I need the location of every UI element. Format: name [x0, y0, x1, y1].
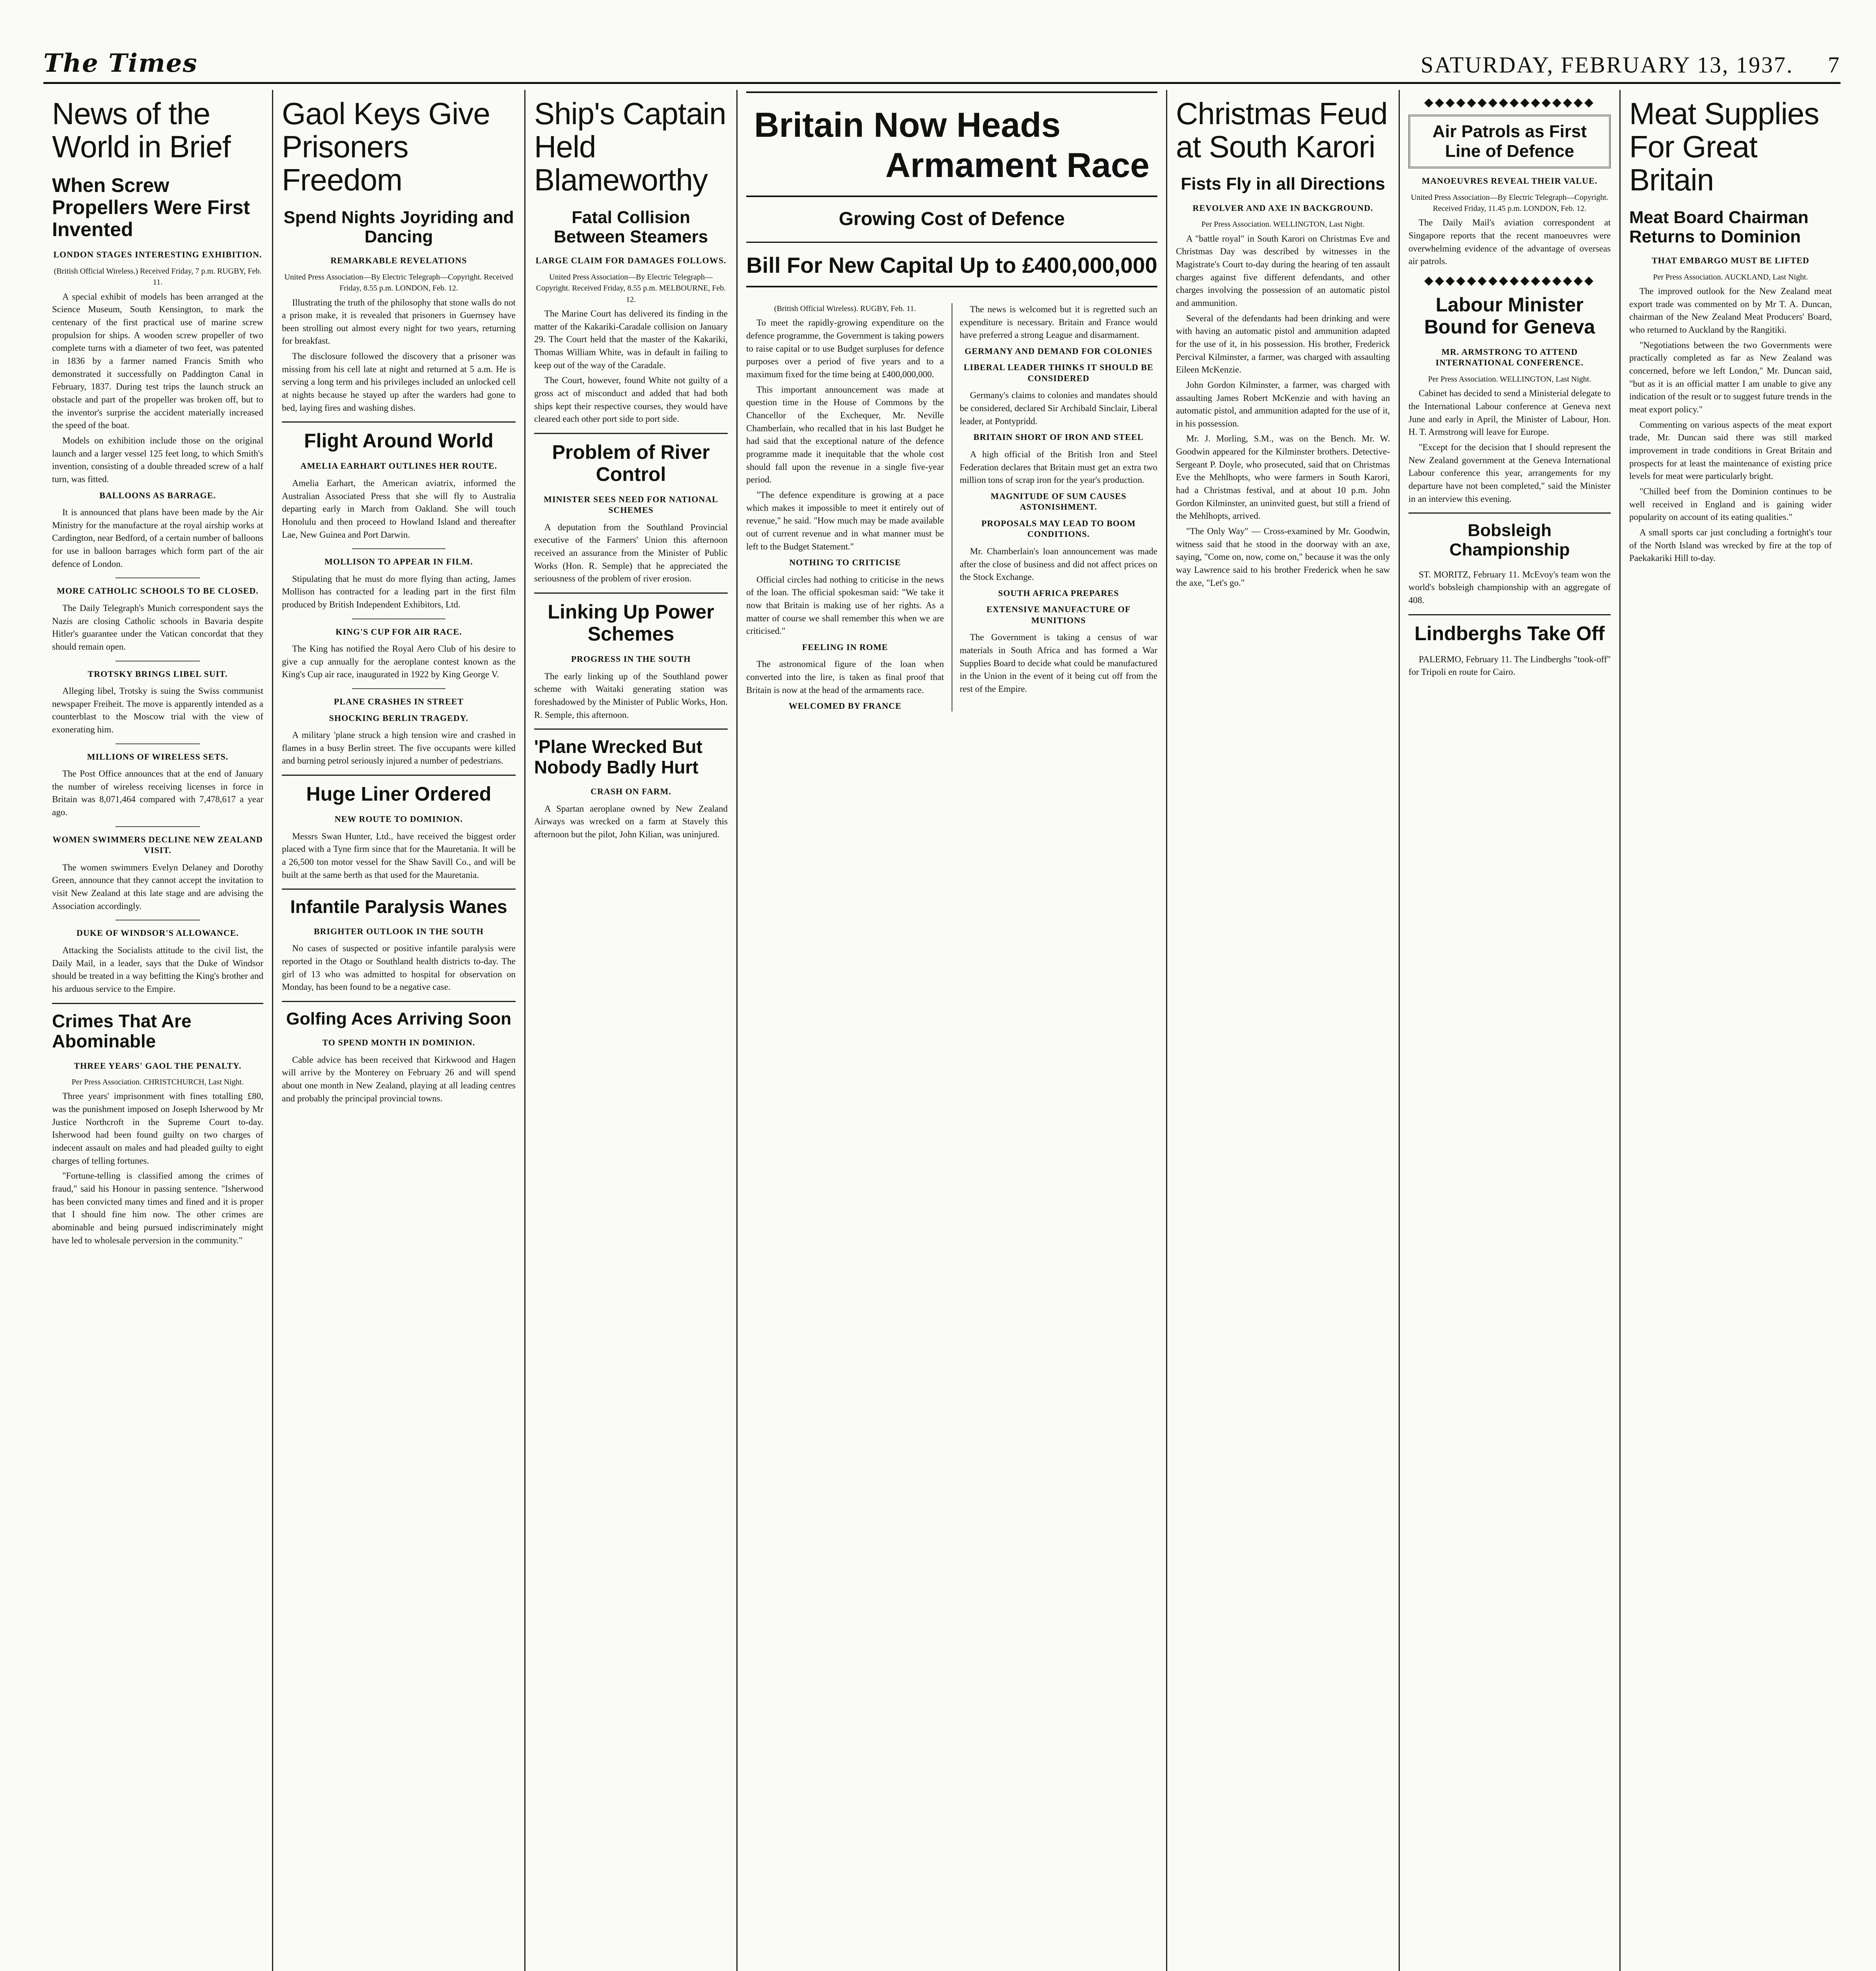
lead-munitions-body: The Government is taking a census of war materials in South Africa and has formed a War Supplies Board to decide what could be manufactured in the Union in the event of it being cut off from the rest of the Empire.	[959, 632, 1157, 694]
golf-sub: TO SPEND MONTH IN DOMINION.	[322, 1038, 475, 1048]
labour-filler: "Except for the decision that I should represent the New Zealand government at the Geneva International Labour conference this year, arrangements for my departure have not been completed," said the Minister in an interview this evening.	[1408, 442, 1611, 504]
col2-meta: United Press Association—By Electric Telegraph—Copyright. Received Friday, 8.55 p.m. LONDON, Feb. 12.	[284, 272, 513, 293]
col1-swimmers-body: The women swimmers Evelyn Delaney and Dorothy Green, announce that they cannot accept the invitation to visit New Zealand at this late stage and are advising the Association accordingly.	[52, 862, 263, 911]
lead-h-south-africa: SOUTH AFRICA PREPARES	[998, 588, 1119, 598]
power-heading: Linking Up Power Schemes	[548, 601, 714, 645]
crimes-heading: Crimes That Are Abominable	[52, 1010, 192, 1052]
lead-subheadline: Growing Cost of Defence	[746, 208, 1157, 243]
headline-line-2: Armament Race	[885, 145, 1149, 184]
lead-h-proposals: PROPOSALS MAY LEAD TO BOOM CONDITIONS.	[981, 518, 1136, 539]
col5-filler-2: John Gordon Kilminster, a farmer, was charged with assaulting James Robert McKenzie and with having an automatic pistol, and ammunition adapted for the use of it, in his possession.	[1176, 380, 1390, 428]
column-6	[1400, 90, 1621, 1971]
col2-filler: The disclosure followed the discovery that a prisoner was missing from his cell late at night and returned at 5 a.m. He is serving a long term and his privileges included an unlocked cell at nights because he stayed up after the warders had gone to bed, laying fires and washing dishes.	[282, 351, 516, 413]
divider	[52, 1003, 263, 1004]
col7-filler-2: Commenting on various aspects of the meat export trade, Mr. Duncan said there was still marked improvement in trade conditions in Great Britain and prospects for at least the maintenance of existing price levels for meat were particularly bright.	[1629, 419, 1832, 481]
divider	[534, 433, 728, 434]
col2-body: Illustrating the truth of the philosophy that stone walls do not a prison make, it is revealed that prisoners in Guernsey have been strolling out almost every night for two years, returning for breakfast.	[282, 297, 516, 346]
col2-h-mollison: MOLLISON TO APPEAR IN FILM.	[324, 557, 473, 567]
column-5	[1167, 90, 1400, 1971]
col3-sub-heading: Fatal Collision Between Steamers	[553, 207, 708, 246]
col2-h-plane: PLANE CRASHES IN STREET	[333, 697, 464, 707]
decorative-border: ◆◆◆◆◆◆◆◆◆◆◆◆◆◆◆◆	[1424, 96, 1595, 109]
lead-germany-body: Germany's claims to colonies and mandates should be considered, declared Sir Archibald Sinclair, Liberal leader, at Pontypridd.	[959, 390, 1157, 426]
liner-heading: Huge Liner Ordered	[306, 783, 492, 805]
paper-title: The Times	[43, 48, 198, 78]
col1-schools-body: The Daily Telegraph's Munich correspondent says the Nazis are closing Catholic schools in Bavaria despite Hitler's guarantee under the Vatican concordat that they should remain open.	[52, 603, 263, 652]
wreck-heading: 'Plane Wrecked But Nobody Badly Hurt	[534, 736, 702, 777]
dateline	[1393, 52, 1841, 78]
flight-heading: Flight Around World	[304, 430, 494, 452]
col1-h-schools: MORE CATHOLIC SCHOOLS TO BE CLOSED.	[57, 586, 259, 596]
bobsleigh-body: ST. MORITZ, February 11. McEvoy's team won the world's bobsleigh championship with an aggregate of 408.	[1408, 569, 1611, 605]
wreck-sub: CRASH ON FARM.	[591, 786, 671, 797]
power-sub: PROGRESS IN THE SOUTH	[571, 654, 691, 664]
divider	[282, 421, 516, 423]
lead-body: To meet the rapidly-growing expenditure on the defence programme, the Government is taking powers to raise capital or to use Budget surpluses for defence purposes over a period of five years and to a maximum fixed for the time being at £400,000,000.	[746, 318, 944, 380]
col5-meta: Per Press Association. WELLINGTON, Last Night.	[1201, 220, 1365, 229]
col1-h-wireless: MILLIONS OF WIRELESS SETS.	[87, 751, 229, 762]
lead-deck: Bill For New Capital Up to £400,000,000	[746, 252, 1157, 287]
lead-h-liberal: LIBERAL LEADER THINKS IT SHOULD BE CONSIDERED	[963, 362, 1153, 383]
col7-filler-1: "Negotiations between the two Governments were practically completed as far as New Zealand was concerned, before we left London," Mr. Duncan said, "but as it is an official matter I am unable to give any indication of the result or to suggest future trends in the meat export policy."	[1629, 340, 1832, 415]
river-sub: MINISTER SEES NEED FOR NATIONAL SCHEMES	[544, 494, 718, 515]
col7-heading: Meat Supplies For Great Britain	[1629, 96, 1819, 197]
col1-h-swimmers: WOMEN SWIMMERS DECLINE NEW ZEALAND VISIT.	[52, 834, 263, 855]
lead-filler-2: "The defence expenditure is growing at a pace which makes it impossible to meet it entirely out of revenue," he said. "How much may be made available out of current revenue and in what manner must be left to the Budget Statement."	[746, 490, 944, 551]
lead-h-magnitude: MAGNITUDE OF SUM CAUSES ASTONISHMENT.	[991, 491, 1127, 512]
col1-h-trotsky: TROTSKY BRINGS LIBEL SUIT.	[88, 669, 228, 679]
liner-body: Messrs Swan Hunter, Ltd., have received the biggest order placed with a Tyne firm since that for the Mauretania. It will be a 26,500 ton motor vessel for the Shaw Savill Co., and will be built at the same berth as that used for the Mauretania.	[282, 831, 516, 880]
col1-wireless-body: The Post Office announces that at the end of January the number of wireless receiving licenses in force in Britain was 8,071,464 compared with 7,478,617 a year ago.	[52, 769, 263, 818]
lead-france-body: The news is welcomed but it is regretted such an expenditure is necessary. Britain and France would have preferred a strong League and disarmament.	[959, 304, 1157, 340]
column-4	[738, 90, 1167, 1971]
lead-h-iron: BRITAIN SHORT OF IRON AND STEEL	[973, 432, 1144, 442]
mollison-body: Stipulating that he must do more flying than acting, James Mollison has contracted for a leading part in the first film produced by British Independent Exhibitors, Ltd.	[282, 574, 516, 610]
col3-meta: United Press Association—By Electric Telegraph—Copyright. Received Friday, 8.55 p.m. MELBOURNE, Feb. 12.	[536, 272, 726, 304]
headline-line-1: Britain Now Heads	[754, 105, 1061, 144]
divider	[1408, 512, 1611, 514]
liner-sub: NEW ROUTE TO DOMINION.	[334, 814, 463, 824]
col1-heading: News of the World in Brief	[52, 96, 231, 164]
col3-body: The Marine Court has delivered its finding in the matter of the Kakariki-Caradale collision on January 29. The Court held that the master of the Kakariki, Thomas William White, was in default in failing to keep out of the way of the Caradale.	[534, 308, 728, 370]
air-patrols-meta: United Press Association—By Electric Telegraph—Copyright. Received Friday, 11.45 p.m. LONDON, Feb. 12.	[1411, 193, 1608, 213]
col1-trotsky-body: Alleging libel, Trotsky is suing the Swiss communist newspaper Freiheit. The move is apparently intended as a counterblast to the Moscow trial with the view of exonerating him.	[52, 686, 263, 734]
divider	[282, 1001, 516, 1002]
divider	[352, 548, 445, 549]
lead-proposals-body: Mr. Chamberlain's loan announcement was made after the close of business and did not affect prices on the Stock Exchange.	[959, 546, 1157, 582]
col2-h-shocking: SHOCKING BERLIN TRAGEDY.	[329, 713, 469, 723]
divider	[282, 889, 516, 890]
river-heading: Problem of River Control	[552, 441, 710, 485]
col5-body: A "battle royal" in South Karori on Christmas Eve and Christmas Day was described by witnesses in the Magistrate's Court to-day during the hearing of ten assault charges against five different defendants, and other charges involving the possession of an automatic pistol and ammunition.	[1176, 233, 1390, 308]
labour-heading: Labour Minister Bound for Geneva	[1424, 293, 1595, 338]
lead-h-criticise: NOTHING TO CRITICISE	[789, 557, 901, 568]
col7-meta: Per Press Association. AUCKLAND, Last Night.	[1653, 272, 1808, 281]
col1-meta: (British Official Wireless.) Received Friday, 7 p.m. RUGBY, Feb. 11.	[54, 266, 262, 287]
column-1	[43, 90, 273, 1971]
divider	[534, 728, 728, 730]
col7-filler-4: A small sports car just concluding a fortnight's tour of the North Island was wrecked by fire at the top of Paekakariki Hill to-day.	[1629, 527, 1832, 563]
air-patrols-heading: Air Patrols as First Line of Defence	[1408, 115, 1611, 168]
divider	[534, 592, 728, 594]
plane-body: A military 'plane struck a high tension wire and crashed in flames in a busy Berlin street. The five occupants were killed and burning petrol seriously injured a number of pedestrians.	[282, 730, 516, 766]
bobsleigh-heading: Bobsleigh Championship	[1449, 521, 1570, 560]
col5-filler-1: Several of the defendants had been drinking and were with having an automatic pistol and ammunition adapted for the use of it, in his possession. His brother, Frederick Percival Kilminster, a farmer, was charged with assaulting Eileen McKenzie.	[1176, 313, 1390, 375]
columns	[43, 90, 1841, 1971]
lead-iron-body: A high official of the British Iron and Steel Federation declares that Britain must get an extra two million tons of scrap iron for the year's production.	[959, 449, 1157, 485]
col5-filler-4: "The Only Way" — Cross-examined by Mr. Goodwin, witness said that he stood in the doorway with an axe, saying, "Come on, now, come on," because it was the only way Lawrence said to his brother Frederick when he saw the axe, "Let's go."	[1176, 526, 1390, 588]
divider	[282, 775, 516, 776]
flight-body: Amelia Earhart, the American aviatrix, informed the Australian Associated Press that she will fly to Australia departing early in March from Oakland. She will touch Honolulu and then proceed to Howland Island and thereafter Lae, New Guinea and Port Darwin.	[282, 478, 516, 540]
air-patrols-body: The Daily Mail's aviation correspondent at Singapore reports that the recent manoeuvres were overwhelming evidence of the advantage of overseas air patrols.	[1408, 218, 1611, 266]
col7-body: The improved outlook for the New Zealand meat export trade was commented on by Mr T. A. Duncan, chairman of the New Zealand Meat Producers' Board, who returned to Auckland by the Rangitiki.	[1629, 286, 1832, 335]
power-body: The early linking up of the Southland power scheme with Waitaki generating station was foreshadowed by the Minister of Public Works, Hon. R. Semple, this afternoon.	[534, 671, 728, 720]
lead-h-rome: FEELING IN ROME	[802, 642, 888, 652]
lead-h-germany: GERMANY AND DEMAND FOR COLONIES	[965, 346, 1153, 356]
golf-heading: Golfing Aces Arriving Soon	[286, 1009, 512, 1028]
paralysis-heading: Infantile Paralysis Wanes	[290, 896, 507, 917]
paralysis-sub: BRIGHTER OUTLOOK IN THE SOUTH	[314, 926, 484, 936]
col7-sub-heading: Meat Board Chairman Returns to Dominion	[1629, 207, 1809, 246]
col1-h-balloons: BALLOONS AS BARRAGE.	[99, 490, 216, 500]
col1-windsor-body: Attacking the Socialists attitude to the civil list, the Daily Mail, in a leader, says that the Duke of Windsor should be treated in a way befitting the King's brother and his arduous service to the Empire.	[52, 945, 263, 994]
lead-meta: (British Official Wireless). RUGBY, Feb. 11.	[774, 304, 916, 313]
lead-h-munitions: EXTENSIVE MANUFACTURE OF MUNITIONS	[986, 604, 1131, 625]
paralysis-body: No cases of suspected or positive infantile paralysis were reported in the Otago or Southland health districts to-day. The girl of 13 who was admitted to hospital for observation on Monday, has been found to be a negative case.	[282, 943, 516, 992]
col2-heading: Gaol Keys Give Prisoners Freedom	[282, 96, 490, 197]
col3-heading: Ship's Captain Held Blameworthy	[534, 96, 726, 197]
col1-subhead: LONDON STAGES INTERESTING EXHIBITION.	[53, 250, 262, 260]
labour-body: Cabinet has decided to send a Ministerial delegate to the International Labour conference at Geneva next June and early in April, the Minister of Labour, Hon. H. T. Armstrong will leave for Europe.	[1408, 388, 1611, 437]
col5-heading: Christmas Feud at South Karori	[1176, 96, 1388, 164]
column-3	[525, 90, 738, 1971]
col1-body: A special exhibit of models has been arranged at the Science Museum, South Kensington, to mark the centenary of the first practical use of marine screw propulsion for ships. A wooden screw propeller of two complete turns with a diameter of two feet, was patented in 1836 by a farmer named Francis Smith who demonstrated it successfully on Paddington Canal in February, 1837. During test trips the launch struck an obstacle and part of the propeller was broken off, but to the inventor's surprise the accident materially increased the speed of the boat.	[52, 291, 263, 430]
col2-sub-heading: Spend Nights Joyriding and Dancing	[283, 207, 514, 246]
col3-subhead: LARGE CLAIM FOR DAMAGES FOLLOWS.	[535, 255, 727, 266]
river-body: A deputation from the Southland Provincial executive of the Farmers' Union this afternoon received an assurance from the Minister of Public Works (Hon. R. Semple) that he appreciated the seriousness of the problem of river erosion.	[534, 522, 728, 584]
col5-filler-3: Mr. J. Morling, S.M., was on the Bench. Mr. W. Goodwin appeared for the Kilminster brothers. Detective-Sergeant P. Doyle, who prosecuted, said that on Christmas Eve the Mehlhopts, who were farmers in South Karori, had a Christmas festival, and at about 10 p.m. John Gordon Kilminster, an uninvited guest, but still a friend of the Mehlhopts, arrived.	[1176, 434, 1390, 521]
air-patrols-sub: MANOEUVRES REVEAL THEIR VALUE.	[1421, 176, 1598, 186]
col1-filler-1: Models on exhibition include those on the original launch and a larger vessel 125 feet long, to which Smith's invention, consisting of a double threaded screw of a half turn, was fitted.	[52, 435, 263, 484]
lead-filler-1: This important announcement was made at question time in the House of Commons by the Chancellor of the Exchequer, Mr. Neville Chamberlain, who recalled that in his last Budget he had said that the exceptional nature of the defence programme made it inequitable that the whole cost should fall upon the revenue in a single five-year period.	[746, 384, 944, 485]
issue-date: SATURDAY, FEBRUARY 13, 1937.	[1420, 52, 1794, 78]
column-2	[273, 90, 525, 1971]
lead-h-france: WELCOMED BY FRANCE	[788, 701, 902, 711]
col1-h-windsor: DUKE OF WINDSOR'S ALLOWANCE.	[76, 928, 239, 938]
crimes-filler: "Fortune-telling is classified among the crimes of fraud," said his Honour in passing sentence. "Isherwood has been convicted many times and fined and it is proper that I should fine him now. The other crimes are abominable and being pursued indiscriminately might have led to wholesale perversion in the community."	[52, 1171, 263, 1245]
col1-article	[52, 266, 263, 486]
crimes-meta: Per Press Association. CHRISTCHURCH, Last Night.	[71, 1078, 244, 1087]
crimes-body: Three years' imprisonment with fines totalling £80, was the punishment imposed on Joseph Isherwood by Mr Justice Northcroft in the Supreme Court to-day. Isherwood had been found guilty on two charges of indecent assault on males and had pleaded guilty to eight charges of telling fortunes.	[52, 1091, 263, 1166]
page-number: 7	[1828, 52, 1841, 78]
crimes-sub: THREE YEARS' GAOL THE PENALTY.	[74, 1060, 242, 1071]
col7-subhead: THAT EMBARGO MUST BE LIFTED	[1652, 255, 1809, 266]
decorative-border: ◆◆◆◆◆◆◆◆◆◆◆◆◆◆◆◆	[1424, 274, 1595, 287]
lindbergh-body: PALERMO, February 11. The Lindberghs "took-off" for Tripoli en route for Cairo.	[1408, 654, 1611, 677]
column-7	[1621, 90, 1841, 1971]
col3-filler: The Court, however, found White not guilty of a gross act of misconduct and added that had both ships kept their respective courses, they would have cleared each other port side to port side.	[534, 375, 728, 424]
divider	[352, 618, 445, 619]
col2-h-kings-cup: KING'S CUP FOR AIR RACE.	[335, 626, 462, 637]
col1-balloons-body: It is announced that plans have been made by the Air Ministry for the manufacture at the royal airship works at Cardington, near Bedford, of a certain number of balloons for use in balloon barrages which form part of the air defence of London.	[52, 507, 263, 569]
lead-rome-body: The astronomical figure of the loan when converted into the lire, is taken as final proof that Britain is now at the head of the armaments race.	[746, 659, 944, 695]
divider	[116, 826, 200, 827]
golf-body: Cable advice has been received that Kirkwood and Hagen will arrive by the Monterey on February 26 and will spend about one month in New Zealand, playing at all leading centres and probably the principal provincial towns.	[282, 1054, 516, 1103]
col2-subhead: REMARKABLE REVELATIONS	[330, 255, 467, 266]
wreck-body: A Spartan aeroplane owned by New Zealand Airways was wrecked on a farm at Stavely this afternoon but the pilot, John Kilian, was uninjured.	[534, 803, 728, 840]
lindbergh-heading: Lindberghs Take Off	[1414, 622, 1605, 645]
divider	[352, 688, 445, 689]
lead-article	[746, 303, 1157, 712]
col1-sub-heading: When Screw Propellers Were First Invented	[52, 174, 250, 241]
kings-cup-body: The King has notified the Royal Aero Club of his desire to give a cup annually for the aeroplane contest known as the King's Cup air race, inaugurated in 1922 by King George V.	[282, 644, 516, 680]
col5-sub-heading: Fists Fly in all Directions	[1181, 174, 1385, 194]
labour-meta: Per Press Association. WELLINGTON, Last Night.	[1428, 374, 1591, 384]
masthead	[43, 47, 1841, 84]
divider	[116, 743, 200, 744]
lead-headline	[746, 91, 1157, 197]
flight-sub: AMELIA EARHART OUTLINES HER ROUTE.	[300, 461, 497, 471]
lead-criticise-body: Official circles had nothing to criticise in the news of the loan. The official spokesman said: "We take it now that Britain is making use of her rights. As a matter of course we shall remember this when we are criticised."	[746, 574, 944, 636]
divider	[1408, 614, 1611, 615]
col5-subhead: REVOLVER AND AXE IN BACKGROUND.	[1192, 203, 1373, 213]
labour-sub: MR. ARMSTRONG TO ATTEND INTERNATIONAL CONFERENCE.	[1435, 347, 1584, 368]
col7-filler-3: "Chilled beef from the Dominion continues to be well received in England and is gaining wider popularity on account of its eating qualities."	[1629, 486, 1832, 522]
